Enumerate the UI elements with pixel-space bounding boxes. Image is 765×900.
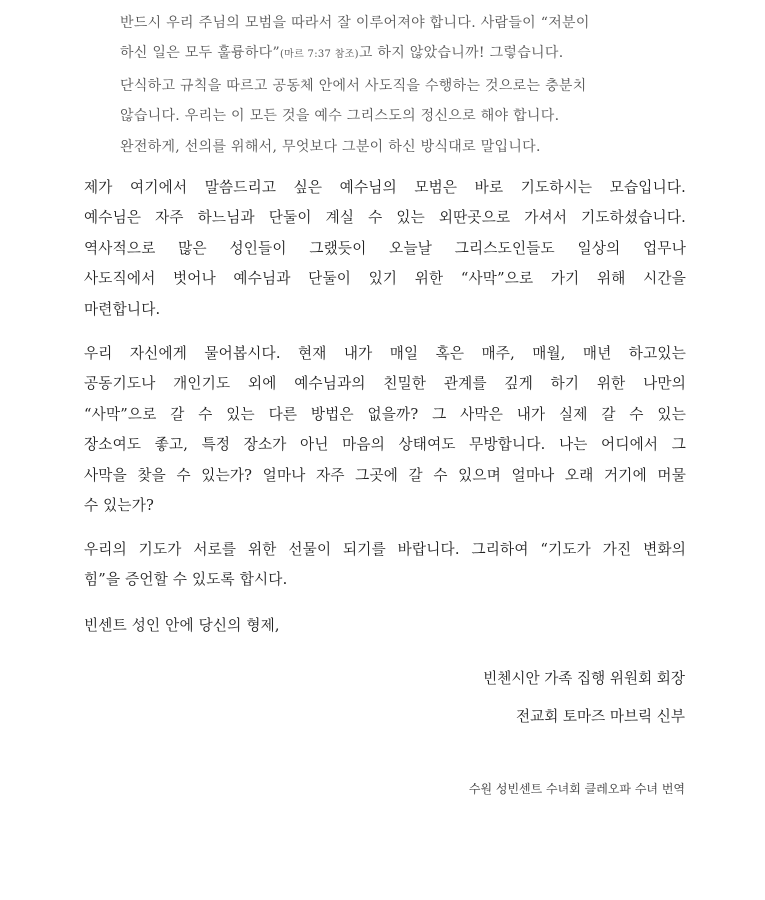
- paragraph-line: 우리 자신에게 물어봅시다. 현재 내가 매일 혹은 매주, 매월, 매년 하고있는: [84, 345, 686, 362]
- paragraph-line: 우리의 기도가 서로를 위한 선물이 되기를 바랍니다. 그리하여 “기도가 가진 변화의: [84, 541, 686, 558]
- paragraph-line: 예수님은 자주 하느님과 단둘이 계실 수 있는 외딴곳으로 가셔서 기도하셨습니다.: [84, 209, 686, 227]
- paragraph-prayer-example: [84, 173, 686, 325]
- quote-line: 단식하고 규칙을 따르고 공동체 안에서 사도직을 수행하는 것으로는 충분치: [120, 77, 587, 94]
- quote-text: 하신 일은 모두 훌륭하다”: [120, 45, 280, 62]
- paragraph-line: 마련합니다.: [84, 300, 161, 318]
- paragraph-line: 공동기도나 개인기도 외에 예수님과의 친밀한 관계를 깊게 하기 위한 나만의: [84, 375, 686, 393]
- paragraph-line: 빈센트 성인 안에 당신의 형제,: [84, 617, 280, 634]
- indented-quote: [120, 8, 680, 162]
- quote-line: 완전하게, 선의를 위해서, 무엇보다 그분이 하신 방식대로 말입니다.: [120, 138, 541, 155]
- closing-salutation: [84, 611, 686, 641]
- paragraph-line: 제가 여기에서 말씀드리고 싶은 예수님의 모범은 바로 기도하시는 모습입니다.: [84, 179, 686, 196]
- quote-line: 않습니다. 우리는 이 모든 것을 예수 그리스도의 정신으로 해야 합니다.: [120, 108, 560, 125]
- signature-title: 빈첸시안 가족 집행 위원회 회장: [483, 670, 685, 687]
- paragraph-line: 수 있는가?: [84, 497, 155, 515]
- quote-line: 반드시 우리 주님의 모범을 따라서 잘 이루어져야 합니다. 사람들이 “저분이: [120, 15, 590, 31]
- paragraph-line: 사도직에서 벗어나 예수님과 단둘이 있기 위한 “사막”으로 가기 위해 시간을: [84, 270, 686, 288]
- paragraph-self-question: [84, 339, 686, 521]
- paragraph-line: “사막”으로 갈 수 있는 다른 방법은 없을까? 그 사막은 내가 실제 갈 수 있는: [84, 405, 686, 423]
- quote-line: [120, 38, 680, 70]
- quote-text: 고 하지 않았습니까! 그렇습니다.: [358, 45, 564, 62]
- scripture-reference: (마르 7:37 참조): [279, 49, 359, 61]
- paragraph-line: 힘”을 증언할 수 있도록 합시다.: [84, 571, 288, 589]
- paragraph-line: 사막을 찾을 수 있는가? 얼마나 자주 그곳에 갈 수 있으며 얼마나 오래 거기에 머물: [84, 466, 686, 484]
- signature-name: 전교회 토마즈 마브릭 신부: [516, 708, 685, 725]
- translator-credit: 수원 성빈센트 수녀회 클레오파 수녀 번역: [468, 782, 685, 796]
- paragraph-line: 역사적으로 많은 성인들이 그랬듯이 오늘날 그리스도인들도 일상의 업무나: [84, 239, 686, 257]
- paragraph-prayer-gift: [84, 535, 686, 596]
- paragraph-line: 장소여도 좋고, 특정 장소가 아닌 마음의 상태여도 무방합니다. 나는 어디에서 그: [84, 436, 686, 454]
